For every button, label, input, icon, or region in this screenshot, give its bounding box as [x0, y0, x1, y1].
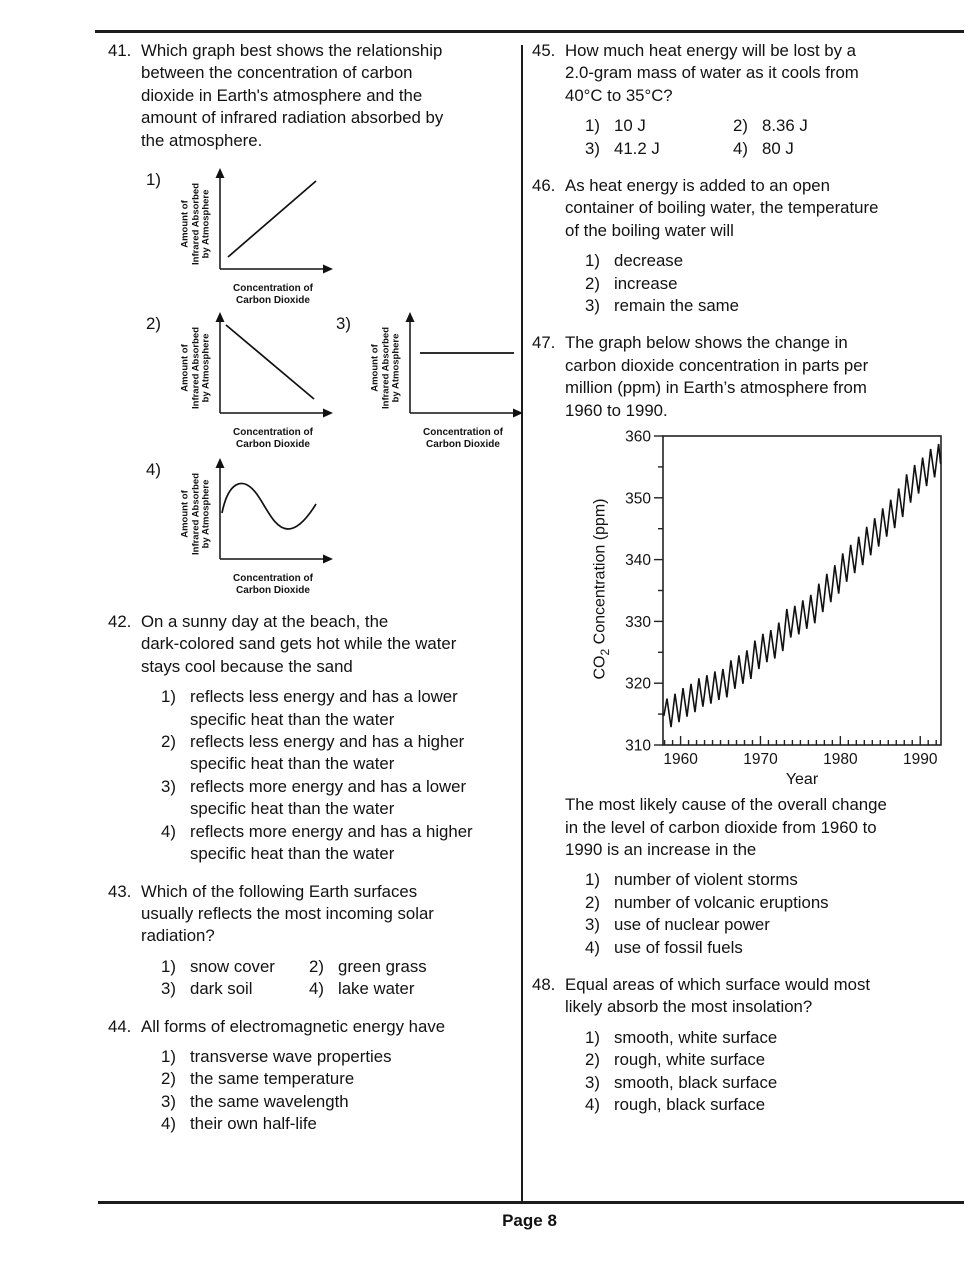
text-line: On a sunny day at the beach, the	[141, 612, 389, 632]
text-line: by Atmosphere	[200, 333, 212, 403]
question-44-text	[141, 1016, 515, 1038]
q41-graph-3-x-axis-label	[402, 427, 524, 451]
option-row	[585, 869, 958, 891]
question-43-number: 43.	[108, 881, 132, 901]
question-46-text	[565, 175, 958, 242]
option-row	[161, 1091, 515, 1113]
text-line: dioxide in Earth's atmosphere and the	[141, 85, 423, 105]
option-text: number of violent storms	[614, 870, 798, 890]
option-row	[733, 115, 958, 137]
text-line: Concentration of	[233, 573, 313, 585]
option-row	[585, 1049, 958, 1071]
option-number: 4)	[309, 979, 324, 999]
option-text: reflects more energy and has a higher specific heat than the water	[190, 821, 473, 864]
text-line: radiation?	[141, 926, 215, 946]
q41-graph-2-label: 2)	[146, 314, 161, 334]
option-text: 80 J	[762, 138, 794, 158]
option-row	[585, 138, 733, 160]
option-text: dark soil	[190, 979, 253, 999]
question-47-number: 47.	[532, 333, 556, 353]
text-line: between the concentration of carbon	[141, 63, 413, 83]
svg-text:340: 340	[625, 552, 651, 570]
option-text: smooth, black surface	[614, 1072, 778, 1092]
option-number: 2)	[585, 892, 600, 912]
q41-graph-1-plot	[212, 167, 334, 279]
question-44	[108, 1016, 515, 1138]
text-line: Carbon Dioxide	[426, 439, 500, 451]
option-row	[161, 776, 515, 821]
q41-graph-4-x-axis-label	[212, 573, 334, 597]
option-text: reflects less energy and has a lower specific heat than the water	[190, 687, 458, 729]
text-line: the atmosphere.	[141, 130, 263, 150]
text-line: Infrared Absorbed	[189, 473, 201, 556]
option-text: rough, white surface	[614, 1050, 766, 1070]
text-line: container of boiling water, the temperature	[565, 198, 879, 218]
option-number: 2)	[585, 273, 600, 293]
text-line: 40°C to 35°C?	[565, 85, 673, 105]
text-line: As heat energy is added to an open	[565, 176, 830, 196]
question-41	[108, 40, 515, 152]
question-42-number: 42.	[108, 612, 132, 632]
text-line: million (ppm) in Earth’s atmosphere from	[565, 378, 867, 398]
option-row	[161, 956, 309, 978]
option-row	[161, 1068, 515, 1090]
question-42-options	[161, 686, 515, 865]
q41-graph-4-plot	[212, 457, 334, 569]
question-45	[532, 40, 958, 162]
question-48	[532, 974, 958, 1118]
question-47	[532, 332, 958, 960]
text-line: of the boiling water will	[565, 220, 734, 240]
option-number: 1)	[161, 1046, 176, 1066]
option-number: 3)	[161, 776, 176, 796]
question-45-text	[565, 40, 958, 107]
bottom-rule	[98, 1201, 964, 1204]
text-line: 1990 is an increase in the	[565, 839, 757, 859]
option-text: transverse wave properties	[190, 1046, 392, 1066]
text-line: Equal areas of which surface would most	[565, 974, 871, 994]
text-line: Carbon Dioxide	[236, 295, 310, 307]
svg-text:350: 350	[625, 490, 651, 508]
left-column	[108, 40, 515, 1151]
text-line: Concentration of	[423, 427, 503, 439]
question-45-options	[585, 115, 958, 160]
option-number: 1)	[585, 116, 600, 136]
option-text: green grass	[338, 956, 427, 976]
svg-text:1980: 1980	[823, 751, 858, 769]
option-row	[161, 821, 515, 866]
text-line: Carbon Dioxide	[236, 439, 310, 451]
question-41-text	[141, 40, 515, 152]
option-number: 1)	[585, 870, 600, 890]
question-47-text	[565, 332, 958, 422]
option-number: 3)	[585, 1072, 600, 1092]
column-divider	[521, 45, 523, 1202]
q41-graph-2-y-axis-label	[180, 311, 212, 425]
option-number: 4)	[161, 821, 176, 841]
text-line: Which graph best shows the relationship	[141, 41, 443, 60]
q41-graph-3-y-axis-label	[370, 311, 402, 425]
q41-graph-option-2	[146, 311, 336, 453]
option-row	[585, 1094, 958, 1116]
option-row	[733, 138, 958, 160]
q41-graph-3-plot	[402, 311, 524, 423]
co2-plot	[617, 428, 951, 786]
option-row	[585, 1072, 958, 1094]
option-number: 2)	[161, 732, 176, 752]
option-row	[585, 295, 958, 317]
option-row	[585, 273, 958, 295]
text-line: usually reflects the most incoming solar	[141, 903, 434, 923]
q41-graph-4-label: 4)	[146, 460, 161, 480]
text-line: in the level of carbon dioxide from 1960 to	[565, 817, 877, 837]
option-text: reflects more energy and has a lower specific heat than the water	[190, 776, 467, 819]
co2-y-axis-label: $CO_2$ Concentration (ppm)	[591, 498, 612, 680]
option-row	[585, 115, 733, 137]
option-text: use of nuclear power	[614, 915, 770, 935]
question-43	[108, 881, 515, 1003]
right-column	[532, 40, 958, 1131]
q41-graph-4-y-axis-label	[180, 457, 212, 571]
svg-text:1960: 1960	[663, 751, 698, 769]
option-number: 3)	[161, 979, 176, 999]
option-text: their own half-life	[190, 1114, 317, 1134]
svg-text:1990: 1990	[902, 751, 938, 769]
svg-text:310: 310	[625, 737, 651, 755]
option-text: smooth, white surface	[614, 1027, 778, 1047]
option-number: 3)	[585, 296, 600, 316]
option-text: 41.2 J	[614, 138, 660, 158]
svg-text:Year: Year	[785, 771, 819, 787]
option-number: 1)	[161, 956, 176, 976]
text-line: Amount of	[179, 344, 191, 392]
question-48-options	[585, 1027, 958, 1117]
text-line: by Atmosphere	[390, 333, 402, 403]
footer-page-number: Page 8	[502, 1211, 557, 1230]
svg-text:1970: 1970	[743, 751, 778, 769]
option-row	[309, 978, 515, 1000]
top-rule	[95, 30, 964, 33]
q41-graph-2-x-axis-label	[212, 427, 334, 451]
q41-graph-1-label: 1)	[146, 170, 161, 190]
q41-graph-1-y-axis-label	[180, 167, 212, 281]
question-46-options	[585, 250, 958, 317]
option-number: 3)	[161, 1091, 176, 1111]
text-line: Amount of	[369, 344, 381, 392]
option-row	[309, 956, 515, 978]
option-text: 8.36 J	[762, 116, 808, 136]
text-line: How much heat energy will be lost by a	[565, 41, 857, 60]
option-number: 4)	[733, 138, 748, 158]
text-line: stays cool because the sand	[141, 656, 353, 676]
text-line: 1960 to 1990.	[565, 400, 668, 420]
svg-text:360: 360	[625, 428, 651, 446]
question-45-number: 45.	[532, 41, 556, 60]
option-row	[161, 686, 515, 731]
q41-graph-option-3	[336, 311, 526, 453]
option-text: reflects less energy and has a higher specific heat than the water	[190, 732, 465, 774]
text-line: Infrared Absorbed	[189, 327, 201, 410]
text-line: Amount of	[179, 490, 191, 538]
option-text: increase	[614, 273, 678, 293]
option-text: use of fossil fuels	[614, 937, 743, 957]
option-row	[585, 892, 958, 914]
option-number: 4)	[161, 1114, 176, 1134]
q41-graph-option-4	[146, 457, 336, 599]
option-row	[161, 1046, 515, 1068]
question-43-options	[161, 956, 515, 1001]
text-line: Amount of	[179, 200, 191, 248]
option-text: remain the same	[614, 296, 739, 316]
text-line: Concentration of	[233, 427, 313, 439]
svg-text:320: 320	[625, 675, 651, 693]
text-line: likely absorb the most insolation?	[565, 997, 813, 1017]
q41-graph-2-plot	[212, 311, 334, 423]
option-text: decrease	[614, 251, 684, 271]
option-text: number of volcanic eruptions	[614, 892, 829, 912]
text-line: Infrared Absorbed	[189, 183, 201, 266]
option-number: 1)	[585, 251, 600, 271]
option-text: lake water	[338, 979, 415, 999]
question-42-text	[141, 611, 515, 678]
question-41-graphs	[108, 165, 515, 599]
text-line: carbon dioxide concentration in parts per	[565, 355, 869, 375]
q41-graph-1-x-axis-label	[212, 283, 334, 307]
option-row	[585, 1027, 958, 1049]
question-48-text	[565, 974, 958, 1019]
option-number: 1)	[585, 1027, 600, 1047]
q41-graph-option-1	[146, 167, 336, 309]
option-number: 2)	[161, 1069, 176, 1089]
text-line: Concentration of	[233, 283, 313, 295]
option-row	[161, 1113, 515, 1135]
option-number: 2)	[309, 956, 324, 976]
option-number: 1)	[161, 687, 176, 707]
text-line: All forms of electromagnetic energy have	[141, 1016, 446, 1036]
option-text: the same wavelength	[190, 1091, 349, 1111]
text-line: Infrared Absorbed	[379, 327, 391, 410]
question-43-text	[141, 881, 515, 948]
question-44-number: 44.	[108, 1016, 132, 1036]
svg-text:330: 330	[625, 613, 651, 631]
option-number: 3)	[585, 138, 600, 158]
question-47-followup-text	[565, 794, 958, 861]
option-text: 10 J	[614, 116, 646, 136]
option-number: 2)	[733, 116, 748, 136]
text-line: Carbon Dioxide	[236, 585, 310, 597]
option-row	[585, 937, 958, 959]
option-number: 2)	[585, 1050, 600, 1070]
option-row	[161, 731, 515, 776]
text-line: 2.0-gram mass of water as it cools from	[565, 63, 859, 83]
q41-graph-3-label: 3)	[336, 314, 351, 334]
option-text: snow cover	[190, 956, 275, 976]
option-text: rough, black surface	[614, 1094, 766, 1114]
question-48-number: 48.	[532, 974, 556, 994]
option-number: 4)	[585, 937, 600, 957]
text-line: Which of the following Earth surfaces	[141, 881, 418, 901]
question-46-number: 46.	[532, 176, 556, 196]
question-47-options	[585, 869, 958, 959]
co2-chart	[589, 428, 958, 786]
text-line: by Atmosphere	[200, 479, 212, 549]
text-line: amount of infrared radiation absorbed by	[141, 108, 444, 128]
question-44-options	[161, 1046, 515, 1136]
text-line: by Atmosphere	[200, 189, 212, 259]
option-text: the same temperature	[190, 1069, 355, 1089]
option-number: 3)	[585, 915, 600, 935]
option-row	[585, 914, 958, 936]
option-row	[161, 978, 309, 1000]
text-line: dark-colored sand gets hot while the water	[141, 634, 457, 654]
text-line: The most likely cause of the overall change	[565, 795, 887, 815]
question-42	[108, 611, 515, 867]
question-41-number: 41.	[108, 41, 132, 60]
question-46	[532, 175, 958, 319]
text-line: The graph below shows the change in	[565, 333, 848, 353]
option-row	[585, 250, 958, 272]
option-number: 4)	[585, 1094, 600, 1114]
